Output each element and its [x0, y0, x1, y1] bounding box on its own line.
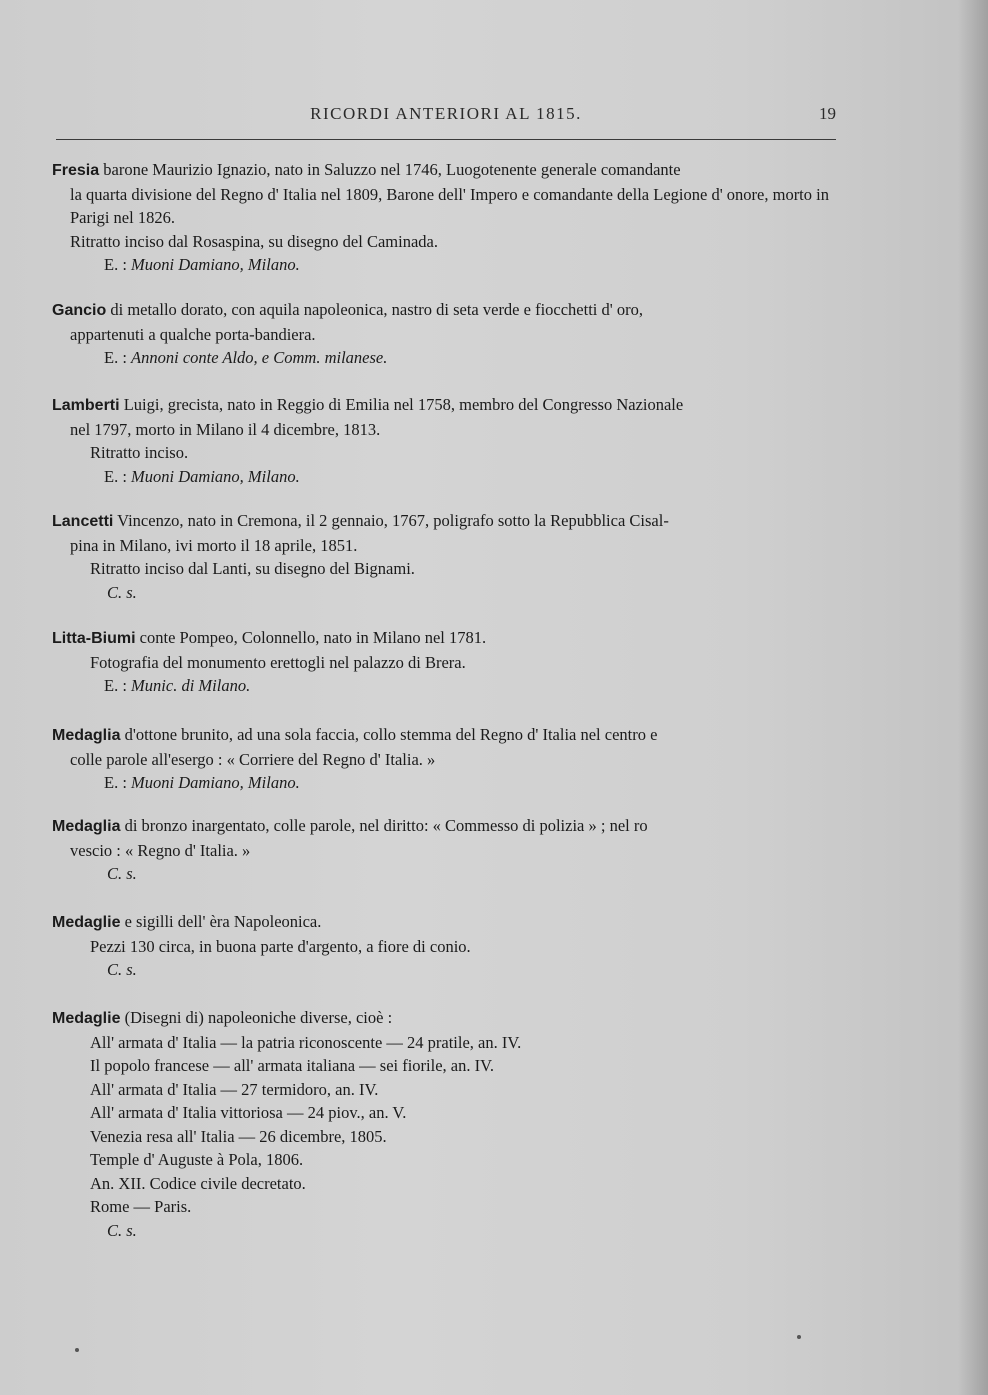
- entry-term: Medaglie: [52, 914, 121, 931]
- entry-lamberti: [52, 393, 840, 488]
- entry-text: Vincenzo, nato in Cremona, il 2 gennaio, 1767, poligrafo sotto la Repubblica Cisal-: [113, 511, 669, 530]
- credit-prefix: E. :: [104, 773, 132, 792]
- entry-medaglia-bronzo: [52, 814, 840, 886]
- credit-prefix: E. :: [104, 676, 132, 695]
- entry-credit: [52, 253, 840, 277]
- entry-credit: [52, 862, 840, 886]
- credit-holder: Annoni conte Aldo, e Comm. milanese.: [131, 348, 388, 367]
- entry-continuation: nel 1797, morto in Milano il 4 dicembre, 1813.: [70, 419, 381, 439]
- entry-line: All' armata d' Italia — la patria riconoscente — 24 pratile, an. IV.: [90, 1032, 522, 1052]
- entry-line: Il popolo francese — all' armata italiana — sei fiorile, an. IV.: [90, 1056, 495, 1075]
- entry-continuation: appartenuti a qualche porta-bandiera.: [70, 324, 316, 344]
- entry-lead: [52, 509, 840, 534]
- entry-credit: [52, 771, 840, 795]
- entry-credit: [52, 674, 840, 698]
- entry-term: Fresia: [52, 162, 100, 179]
- header-rule: [56, 139, 836, 140]
- entry-text: conte Pompeo, Colonnello, nato in Milano nel 1781.: [135, 628, 487, 647]
- entry-line: Fotografia del monumento erettogli nel palazzo di Brera.: [90, 652, 466, 672]
- credit-holder: Munic. di Milano.: [131, 676, 251, 695]
- entry-credit: [52, 346, 840, 370]
- entry-line: Temple d' Auguste à Pola, 1806.: [90, 1150, 304, 1169]
- credit-holder: C. s.: [107, 864, 137, 883]
- credit-holder: Muoni Damiano, Milano.: [131, 773, 300, 792]
- entry-text: di bronzo inargentato, colle parole, nel diritto: « Commesso di polizia » ; nel ro: [120, 816, 648, 835]
- entry-term: Gancio: [52, 302, 107, 319]
- page-number: 19: [819, 104, 836, 123]
- entry-line: Pezzi 130 circa, in buona parte d'argento, a fiore di conio.: [90, 936, 471, 956]
- entry-credit: [52, 958, 840, 982]
- entry-text: Luigi, grecista, nato in Reggio di Emilia nel 1758, membro del Congresso Nazionale: [119, 395, 684, 414]
- entry-text: barone Maurizio Ignazio, nato in Saluzzo nel 1746, Luogotenente generale comandante: [99, 160, 681, 179]
- entry-line: Ritratto inciso dal Lanti, su disegno del Bignami.: [90, 559, 415, 578]
- entry-lead: [52, 814, 840, 839]
- entry-text: e sigilli dell' èra Napoleonica.: [120, 912, 322, 931]
- entry-text: di metallo dorato, con aquila napoleonica, nastro di seta verde e fiocchetti d' oro,: [106, 300, 643, 319]
- entry-lead: [52, 910, 840, 935]
- credit-holder: Muoni Damiano, Milano.: [131, 466, 300, 486]
- entry-lead: [52, 1006, 840, 1031]
- credit-prefix: E. :: [104, 255, 132, 274]
- entry-medaglia-ottone: [52, 723, 840, 795]
- entry-continuation: colle parole all'esergo : « Corriere del Regno d' Italia. »: [70, 749, 436, 769]
- entry-line: Ritratto inciso dal Rosaspina, su disegno del Caminada.: [70, 231, 438, 251]
- entry-term: Medaglia: [52, 818, 121, 835]
- entry-credit: [52, 465, 840, 489]
- credit-holder: Muoni Damiano, Milano.: [131, 255, 300, 274]
- ink-spot: [797, 1335, 801, 1339]
- entry-credit: [52, 581, 840, 605]
- page-edge-shadow: [958, 0, 988, 1395]
- entry-term: Medaglie: [52, 1010, 121, 1027]
- entry-term: Medaglia: [52, 727, 121, 744]
- entry-lead: [52, 393, 840, 418]
- entry-lead: [52, 723, 840, 748]
- entry-lead: [52, 298, 840, 323]
- entry-litta-biumi: [52, 626, 840, 698]
- entry-text: (Disegni di) napoleoniche diverse, cioè :: [120, 1008, 393, 1027]
- credit-holder: C. s.: [107, 582, 137, 602]
- entry-term: Lancetti: [52, 513, 114, 530]
- entry-lead: [52, 158, 840, 183]
- entry-fresia: [52, 158, 840, 277]
- entry-line: All' armata d' Italia vittoriosa — 24 piov., an. V.: [90, 1103, 407, 1122]
- entry-medaglie-sigilli: [52, 910, 840, 982]
- entry-lancetti: [52, 509, 840, 604]
- credit-prefix: E. :: [104, 348, 132, 367]
- credit-holder: C. s.: [107, 1220, 137, 1240]
- page-header: [56, 104, 836, 130]
- entry-term: Litta-Biumi: [52, 630, 136, 647]
- entry-credit: [52, 1219, 840, 1243]
- entry-lead: [52, 626, 840, 651]
- entry-line: Venezia resa all' Italia — 26 dicembre, 1805.: [90, 1126, 387, 1146]
- entry-line: All' armata d' Italia — 27 termidoro, an. IV.: [90, 1079, 379, 1099]
- ink-spot: [75, 1348, 79, 1352]
- entry-continuation: vescio : « Regno d' Italia. »: [70, 840, 251, 860]
- running-title: RICORDI ANTERIORI AL 1815.: [310, 104, 582, 123]
- entry-term: Lamberti: [52, 397, 120, 414]
- entry-medaglie-disegni: [52, 1006, 840, 1242]
- entry-line: Rome — Paris.: [90, 1197, 192, 1216]
- entry-gancio: [52, 298, 840, 370]
- entry-text: d'ottone brunito, ad una sola faccia, collo stemma del Regno d' Italia nel centro e: [120, 725, 658, 744]
- entry-continuation: pina in Milano, ivi morto il 18 aprile, 1851.: [70, 535, 358, 555]
- credit-prefix: E. :: [104, 466, 132, 486]
- entry-line: Ritratto inciso.: [90, 443, 189, 462]
- entry-continuation: la quarta divisione del Regno d' Italia nel 1809, Barone dell' Impero e comandante della Legione d' onore, morto in Parigi nel 1826.: [70, 184, 829, 227]
- entry-line: An. XII. Codice civile decretato.: [90, 1173, 306, 1193]
- credit-holder: C. s.: [107, 960, 137, 979]
